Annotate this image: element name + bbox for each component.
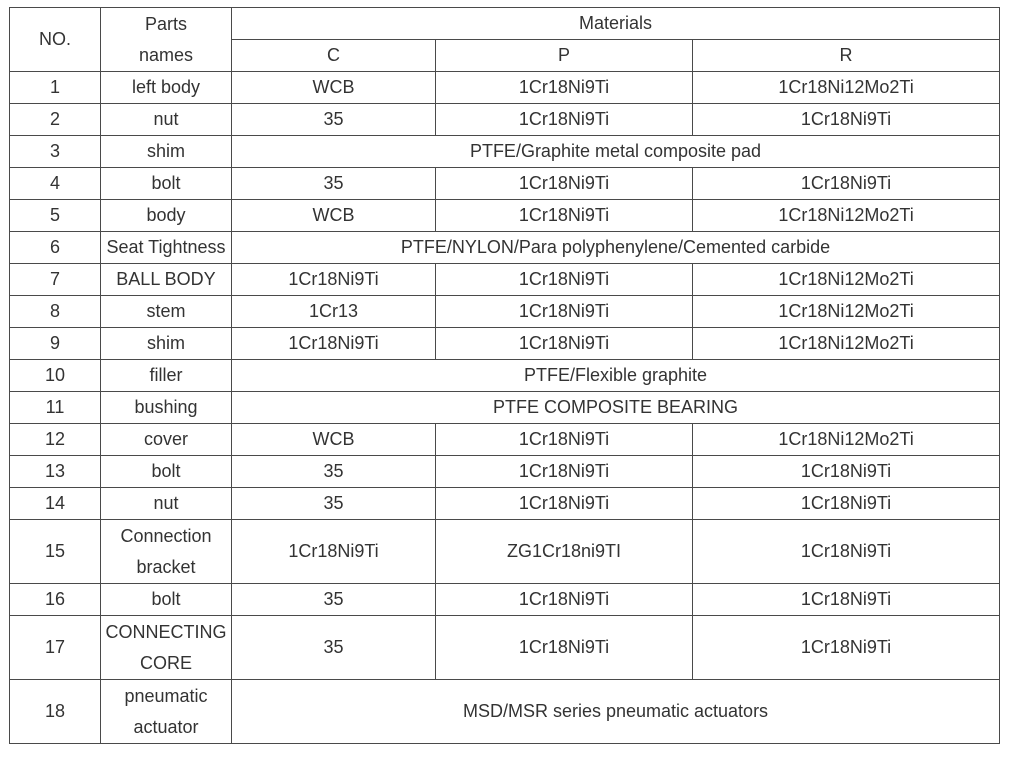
cell-material-merged: PTFE/Graphite metal composite pad xyxy=(232,136,1000,168)
cell-material-p: 1Cr18Ni9Ti xyxy=(436,200,693,232)
cell-material-c: 35 xyxy=(232,488,436,520)
header-parts-line1: Parts xyxy=(144,13,187,34)
table-row xyxy=(10,136,1000,168)
cell-material-p: 1Cr18Ni9Ti xyxy=(436,168,693,200)
cell-no: 10 xyxy=(10,360,101,392)
cell-material-r: 1Cr18Ni9Ti xyxy=(693,488,1000,520)
cell-part-name: left body xyxy=(101,72,232,104)
cell-material-c: 1Cr13 xyxy=(232,296,436,328)
table-row xyxy=(10,296,1000,328)
cell-material-p: 1Cr18Ni9Ti xyxy=(436,424,693,456)
cell-no: 2 xyxy=(10,104,101,136)
cell-material-merged: MSD/MSR series pneumatic actuators xyxy=(232,680,1000,744)
cell-part-name: filler xyxy=(101,360,232,392)
cell-no: 12 xyxy=(10,424,101,456)
table-row xyxy=(10,680,1000,744)
table-row xyxy=(10,264,1000,296)
cell-no: 4 xyxy=(10,168,101,200)
cell-part-name: bushing xyxy=(101,392,232,424)
cell-part-name: BALL BODY xyxy=(101,264,232,296)
table-row xyxy=(10,616,1000,680)
cell-part-name: body xyxy=(101,200,232,232)
table-row xyxy=(10,392,1000,424)
cell-material-c: 35 xyxy=(232,584,436,616)
cell-material-c: WCB xyxy=(232,72,436,104)
cell-material-p: 1Cr18Ni9Ti xyxy=(436,264,693,296)
cell-material-r: 1Cr18Ni9Ti xyxy=(693,616,1000,680)
cell-material-p: 1Cr18Ni9Ti xyxy=(436,72,693,104)
cell-material-c: 1Cr18Ni9Ti xyxy=(232,520,436,584)
cell-material-p: ZG1Cr18ni9TI xyxy=(436,520,693,584)
cell-material-r: 1Cr18Ni12Mo2Ti xyxy=(693,200,1000,232)
cell-material-c: WCB xyxy=(232,424,436,456)
cell-material-r: 1Cr18Ni12Mo2Ti xyxy=(693,424,1000,456)
cell-material-r: 1Cr18Ni9Ti xyxy=(693,168,1000,200)
cell-material-c: 1Cr18Ni9Ti xyxy=(232,264,436,296)
cell-material-r: 1Cr18Ni9Ti xyxy=(693,584,1000,616)
cell-no: 3 xyxy=(10,136,101,168)
cell-material-p: 1Cr18Ni9Ti xyxy=(436,456,693,488)
header-materials: Materials xyxy=(232,8,1000,40)
header-p: P xyxy=(436,40,693,72)
table-row xyxy=(10,520,1000,584)
cell-no: 9 xyxy=(10,328,101,360)
cell-part-name: bolt xyxy=(101,584,232,616)
cell-material-r: 1Cr18Ni12Mo2Ti xyxy=(693,328,1000,360)
cell-material-p: 1Cr18Ni9Ti xyxy=(436,616,693,680)
table-row xyxy=(10,360,1000,392)
cell-material-p: 1Cr18Ni9Ti xyxy=(436,584,693,616)
cell-no: 14 xyxy=(10,488,101,520)
cell-no: 15 xyxy=(10,520,101,584)
cell-part-name: Connection bracket xyxy=(101,520,232,584)
table-row xyxy=(10,168,1000,200)
table-row xyxy=(10,456,1000,488)
cell-material-p: 1Cr18Ni9Ti xyxy=(436,488,693,520)
table-row xyxy=(10,584,1000,616)
table-body xyxy=(10,8,1000,744)
cell-material-r: 1Cr18Ni12Mo2Ti xyxy=(693,296,1000,328)
cell-material-c: 1Cr18Ni9Ti xyxy=(232,328,436,360)
header-row xyxy=(10,8,1000,40)
cell-no: 8 xyxy=(10,296,101,328)
table-row xyxy=(10,328,1000,360)
table-row xyxy=(10,200,1000,232)
cell-material-r: 1Cr18Ni9Ti xyxy=(693,104,1000,136)
cell-material-c: WCB xyxy=(232,200,436,232)
cell-material-r: 1Cr18Ni9Ti xyxy=(693,520,1000,584)
cell-material-r: 1Cr18Ni12Mo2Ti xyxy=(693,72,1000,104)
header-no: NO. xyxy=(10,8,101,72)
cell-material-p: 1Cr18Ni9Ti xyxy=(436,104,693,136)
cell-material-c: 35 xyxy=(232,168,436,200)
table-row xyxy=(10,232,1000,264)
cell-no: 11 xyxy=(10,392,101,424)
cell-material-merged: PTFE/Flexible graphite xyxy=(232,360,1000,392)
header-c: C xyxy=(232,40,436,72)
table-row xyxy=(10,488,1000,520)
cell-part-name: pneumatic actuator xyxy=(101,680,232,744)
cell-part-name: shim xyxy=(101,136,232,168)
cell-material-merged: PTFE COMPOSITE BEARING xyxy=(232,392,1000,424)
cell-part-name: CONNECTING CORE xyxy=(101,616,232,680)
cell-no: 6 xyxy=(10,232,101,264)
cell-material-p: 1Cr18Ni9Ti xyxy=(436,296,693,328)
cell-no: 7 xyxy=(10,264,101,296)
table-row xyxy=(10,72,1000,104)
cell-part-name: Seat Tightness xyxy=(101,232,232,264)
cell-part-name: bolt xyxy=(101,168,232,200)
cell-part-name: cover xyxy=(101,424,232,456)
cell-no: 18 xyxy=(10,680,101,744)
cell-no: 13 xyxy=(10,456,101,488)
cell-material-merged: PTFE/NYLON/Para polyphenylene/Cemented carbide xyxy=(232,232,1000,264)
cell-no: 16 xyxy=(10,584,101,616)
cell-material-c: 35 xyxy=(232,104,436,136)
cell-part-name: shim xyxy=(101,328,232,360)
cell-no: 5 xyxy=(10,200,101,232)
header-r: R xyxy=(693,40,1000,72)
cell-part-name: bolt xyxy=(101,456,232,488)
cell-material-c: 35 xyxy=(232,456,436,488)
cell-no: 1 xyxy=(10,72,101,104)
cell-material-p: 1Cr18Ni9Ti xyxy=(436,328,693,360)
cell-part-name: stem xyxy=(101,296,232,328)
cell-material-c: 35 xyxy=(232,616,436,680)
header-parts-names xyxy=(101,8,232,72)
header-parts-line2: names xyxy=(138,44,194,65)
cell-material-r: 1Cr18Ni9Ti xyxy=(693,456,1000,488)
materials-table xyxy=(9,7,1000,744)
table-row xyxy=(10,424,1000,456)
cell-part-name: nut xyxy=(101,104,232,136)
cell-material-r: 1Cr18Ni12Mo2Ti xyxy=(693,264,1000,296)
cell-part-name: nut xyxy=(101,488,232,520)
cell-no: 17 xyxy=(10,616,101,680)
table-row xyxy=(10,104,1000,136)
